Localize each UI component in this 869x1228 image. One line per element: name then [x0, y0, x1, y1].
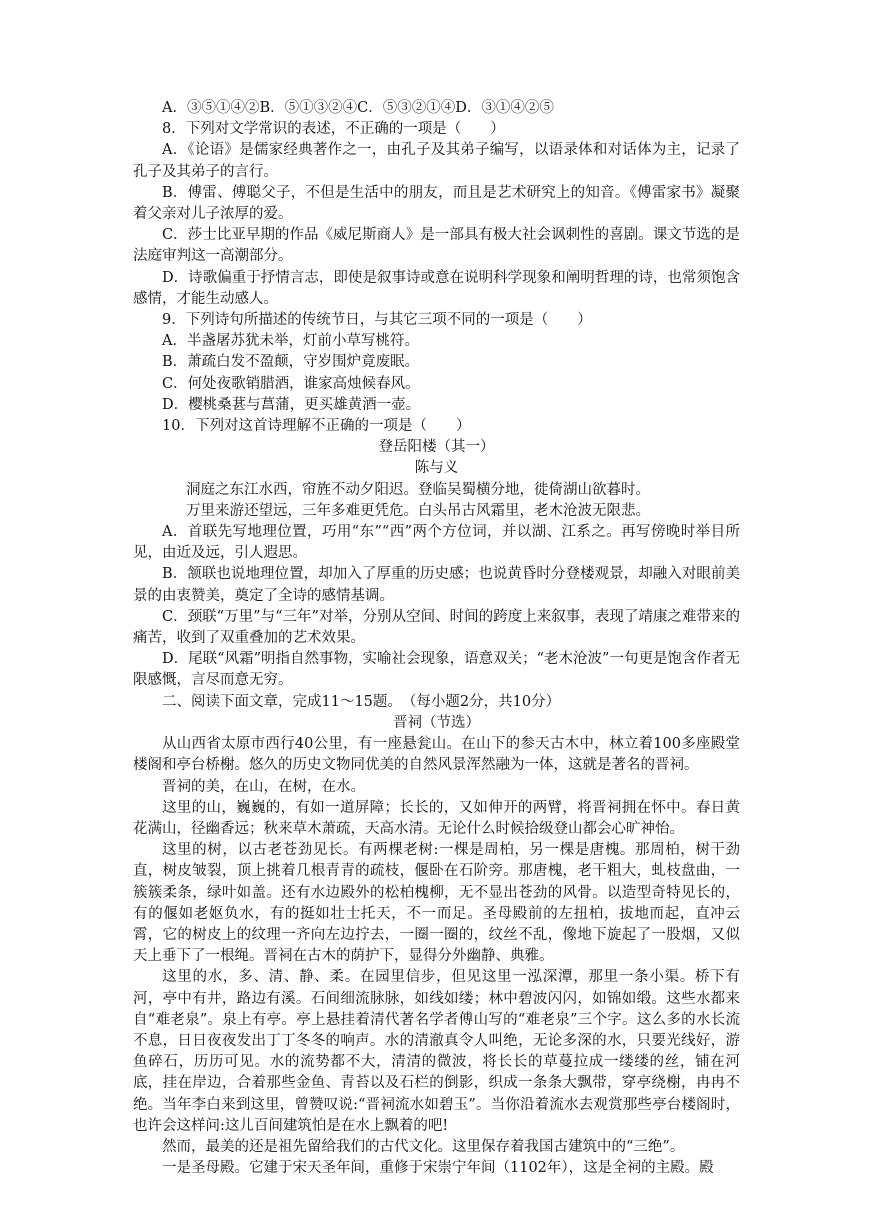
text-line: B．萧疏白发不盈颠，守岁围炉竟废眠。: [162, 354, 420, 371]
text-line: 晋祠的美，在山，在树，在水。: [162, 778, 365, 795]
text-line: C．何处夜歌销腊酒，谁家高烛候春风。: [162, 375, 420, 392]
text-line: 这里的山，巍巍的，有如一道屏障；长长的，又如伸开的两臂，将晋祠拥在怀中。春日黄花满山，径幽香远；秋来草木萧疏，天高水清。无论什么时候拾级登山都会心旷神怡。: [133, 799, 740, 837]
text-line: 10．下列对这首诗理解不正确的一项是（ ）: [162, 418, 471, 435]
text-line: 这里的树，以古老苍劲见长。有两棵老树:一棵是周柏，另一棵是唐槐。那周柏，树干劲直，树皮皱裂，顶上挑着几根青青的疏枝，偃卧在石阶旁。那唐槐，老干粗大，虬枝盘曲，一簇簇柔条，绿叶如盖。还有水边殿外的松柏槐柳，无不显出苍劲的风骨。以造型奇特见长的，有的偃如老妪负水，有的挺如壮士托天，不一而足。圣母殿前的左扭柏，拔地而起，直冲云霄，它的树皮上的纹理一齐向左边拧去，一圈一圈的，纹丝不乱，像地下旋起了一股烟，又似天上垂下了一根绳。晋祠在古木的荫护下，显得分外幽静、典雅。: [133, 842, 740, 965]
text-line: 这里的水，多、清、静、柔。在园里信步，但见这里一泓深潭，那里一条小渠。桥下有河，亭中有井，路边有溪。石间细流脉脉，如线如缕；林中碧波闪闪，如锦如缎。这些水都来自“难老泉”。泉上有亭。亭上悬挂着清代著名学者傅山写的“难老泉”三个字。这么多的水长流不息，日日夜夜发出丁丁冬冬的响声。水的清澈真令人叫绝，无论多深的水，只要光线好，游鱼碎石，历历可见。水的流势都不大，清清的微波，将长长的草蔓拉成一缕缕的丝，铺在河底，挂在岸边，合着那些金鱼、青苔以及石栏的倒影，织成一条条大飘带，穿亭绕榭，冉冉不绝。当年李白来到这里，曾赞叹说:“晋祠流水如碧玉”。当你沿着流水去观赏那些亭台楼阁时，也许会这样问:这儿百间建筑怕是在水上飘着的吧!: [133, 969, 740, 1134]
text-line: 从山西省太原市西行40公里，有一座悬瓮山。在山下的参天古木中，林立着100多座殿堂楼阁和亭台桥榭。悠久的历史文物同优美的自然风景浑然融为一体，这就是著名的晋祠。: [133, 736, 740, 774]
text-line: 洞庭之东江水西，帘旌不动夕阳迟。登临吴蜀横分地，徙倚湖山欲暮时。: [186, 481, 650, 498]
document-body: [133, 98, 740, 1179]
text-line: 登岳阳楼（其一）: [378, 439, 495, 456]
text-line: D．樱桃桑葚与菖蒲，更买雄黄酒一壶。: [162, 396, 421, 413]
text-line: C．莎士比亚早期的作品《威尼斯商人》是一部具有极大社会讽刺性的喜剧。课文节选的是法庭审判这一高潮部分。: [133, 227, 740, 265]
text-line: 万里来游还望远，三年多难更凭危。白头吊古风霜里，老木沧波无限悲。: [186, 502, 650, 519]
text-line: B．颔联也说地理位置，却加入了厚重的历史感；也说黄昏时分登楼观景，却融入对眼前美景的由衷赞美，奠定了全诗的感情基调。: [133, 566, 740, 604]
text-line: 8．下列对文学常识的表述，不正确的一项是（ ）: [162, 121, 505, 138]
text-line: 9．下列诗句所描述的传统节日，与其它三项不同的一项是（ ）: [162, 312, 592, 329]
text-line: A．《论语》是儒家经典著作之一，由孔子及其弟子编写，以语录体和对话体为主，记录了孔子及其弟子的言行。: [133, 142, 740, 180]
text-line: D．尾联“风霜”明指自然事物，实喻社会现象，语意双关；“老木沧波”一句更是饱含作者无限感慨，言尽而意无穷。: [133, 651, 740, 689]
text-line: 二、阅读下面文章，完成11～15题。 （每小题2分，共10分）: [162, 693, 561, 710]
text-line: A．首联先写地理位置，巧用“东”“西”两个方位词，并以湖、江系之。再写傍晚时举目所见，由近及远，引人遐思。: [133, 524, 740, 562]
text-line: D．诗歌偏重于抒情言志，即使是叙事诗或意在说明科学现象和阐明哲理的诗，也常须饱含感情，才能生动感人。: [133, 269, 740, 307]
text-line: 然而，最美的还是祖先留给我们的古代文化。这里保存着我国古建筑中的“三绝”。: [162, 1138, 685, 1155]
text-line: B．傅雷、傅聪父子，不但是生活中的朋友，而且是艺术研究上的知音。《傅雷家书》凝聚着父亲对儿子浓厚的爱。: [133, 184, 740, 223]
text-line: C．颈联“万里”与“三年”对举，分别从空间、时间的跨度上来叙事，表现了靖康之难带来的痛苦，收到了双重叠加的艺术效果。: [133, 608, 740, 647]
text-line: 晋祠（节选）: [393, 714, 480, 731]
text-line: A．③⑤①④②B．⑤①③②④C．⑤③②①④D．③①④②⑤: [162, 100, 554, 116]
text-line: A．半盏屠苏犹未举，灯前小草写桃符。: [162, 333, 419, 350]
text-line: 一是圣母殿。它建于宋天圣年间，重修于宋崇宁年间（1102年），这是全祠的主殿。殿: [162, 1160, 714, 1177]
text-line: 陈与义: [414, 460, 459, 477]
